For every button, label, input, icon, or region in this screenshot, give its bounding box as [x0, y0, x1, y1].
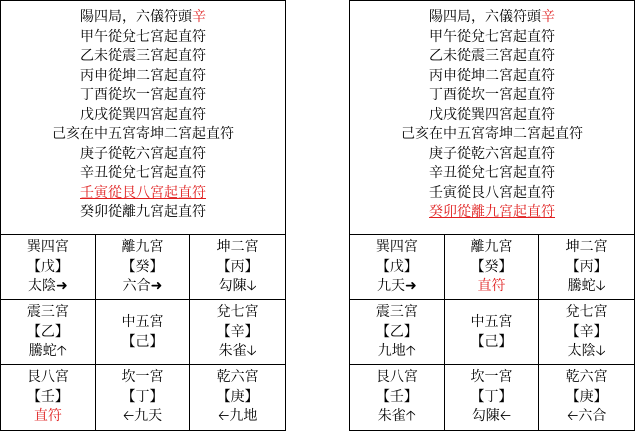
right-header-line: 己亥在中五宮寄坤二宮起直符 — [401, 126, 583, 142]
right-palace-cell — [539, 300, 634, 365]
heavenly-stem: 【乙】 — [375, 323, 418, 340]
right-palace-cell — [445, 300, 540, 365]
heavenly-stem: 【己】 — [470, 333, 513, 350]
right-header-line: 戊戌從巽四宮起直符 — [429, 106, 555, 123]
left-palace-cell — [190, 365, 285, 430]
left-header-line: 己亥在中五宮寄坤二宮起直符 — [52, 126, 234, 142]
heavenly-stem: 【戊】 — [26, 258, 69, 275]
palace-name: 坎一宮 — [121, 369, 164, 385]
right-chart-title — [350, 8, 634, 28]
left-header-line: 甲午從兌七宮起直符 — [80, 28, 206, 45]
palace-name: 坤二宮 — [565, 239, 608, 255]
palace-name: 艮八宮 — [375, 369, 418, 385]
left-header-line: 丁酉從坎一宮起直符 — [80, 87, 206, 103]
right-header-line: 辛丑從兌七宮起直符 — [429, 165, 555, 181]
right-title-highlight: 辛 — [541, 9, 555, 25]
deity-label: 勾陳🡣 — [218, 278, 257, 294]
right-header-line: 庚子從乾六宮起直符 — [429, 145, 555, 162]
right-palace-cell — [539, 365, 634, 430]
right-chart-panel — [349, 0, 635, 431]
palace-name: 坤二宮 — [216, 239, 259, 255]
deity-label: 朱雀🡡 — [377, 408, 416, 424]
deity-label: 太陰🡣 — [567, 343, 606, 359]
left-palace-cell — [96, 300, 191, 365]
deity-label-highlighted: 直符 — [477, 278, 506, 294]
left-palace-cell — [1, 300, 96, 365]
left-title-highlight: 辛 — [192, 9, 206, 25]
heavenly-stem: 【癸】 — [121, 258, 164, 275]
palace-name: 離九宮 — [121, 239, 164, 255]
palace-name: 乾六宮 — [216, 369, 259, 385]
left-header-line: 癸卯從離九宮起直符 — [80, 204, 206, 220]
right-palace-cell — [539, 235, 634, 300]
heavenly-stem: 【戊】 — [375, 258, 418, 275]
deity-label: 🡠九天 — [122, 408, 163, 424]
left-header-line: 戊戌從巽四宮起直符 — [80, 106, 206, 123]
deity-label: 九天➜ — [376, 278, 417, 294]
deity-label: 九地🡡 — [377, 343, 416, 359]
left-palace-grid — [1, 235, 285, 430]
deity-label: 六合➜ — [122, 278, 163, 294]
heavenly-stem: 【壬】 — [375, 388, 418, 405]
heavenly-stem: 【乙】 — [26, 323, 69, 340]
heavenly-stem: 【丙】 — [216, 258, 259, 275]
right-palace-cell — [350, 365, 445, 430]
right-header-line-highlighted: 癸卯從離九宮起直符 — [429, 204, 555, 220]
heavenly-stem: 【丁】 — [470, 388, 513, 405]
heavenly-stem: 【庚】 — [565, 388, 608, 405]
left-header-line: 庚子從乾六宮起直符 — [80, 145, 206, 162]
deity-label: 朱雀🡣 — [218, 343, 257, 359]
palace-name: 兌七宮 — [565, 304, 608, 320]
deity-label: 太陰➜ — [27, 278, 68, 294]
deity-label: 🡠九地 — [217, 408, 258, 424]
left-palace-cell — [96, 235, 191, 300]
left-palace-cell — [190, 235, 285, 300]
right-chart-header — [350, 1, 634, 235]
deity-label: 騰蛇🡣 — [567, 278, 606, 294]
palace-name: 中五宮 — [470, 314, 513, 330]
left-header-line: 辛丑從兌七宮起直符 — [80, 165, 206, 181]
right-header-line: 丙申從坤二宮起直符 — [429, 67, 555, 84]
right-palace-grid — [350, 235, 634, 430]
right-header-line: 乙未從震三宮起直符 — [429, 48, 555, 64]
heavenly-stem: 【庚】 — [216, 388, 259, 405]
left-palace-cell — [96, 365, 191, 430]
heavenly-stem: 【辛】 — [216, 323, 259, 340]
palace-name: 乾六宮 — [565, 369, 608, 385]
right-palace-cell — [350, 300, 445, 365]
right-header-line: 丁酉從坎一宮起直符 — [429, 87, 555, 103]
left-palace-cell — [190, 300, 285, 365]
left-header-line: 乙未從震三宮起直符 — [80, 48, 206, 64]
palace-name: 艮八宮 — [26, 369, 69, 385]
heavenly-stem: 【辛】 — [565, 323, 608, 340]
palace-name: 震三宮 — [26, 304, 69, 320]
palace-name: 兌七宮 — [216, 304, 259, 320]
right-title-prefix: 陽四局，六儀符頭 — [429, 9, 541, 25]
left-chart-header — [1, 1, 285, 235]
palace-name: 震三宮 — [375, 304, 418, 320]
heavenly-stem: 【己】 — [121, 333, 164, 350]
right-header-line: 壬寅從艮八宮起直符 — [429, 184, 555, 201]
palace-name: 中五宮 — [121, 314, 164, 330]
heavenly-stem: 【丙】 — [565, 258, 608, 275]
palace-name: 坎一宮 — [470, 369, 513, 385]
left-header-line: 丙申從坤二宮起直符 — [80, 67, 206, 84]
right-palace-cell — [350, 235, 445, 300]
right-header-line: 甲午從兌七宮起直符 — [429, 28, 555, 45]
left-palace-cell — [1, 235, 96, 300]
deity-label: 勾陳🡠 — [471, 408, 512, 424]
deity-label: 🡠六合 — [566, 408, 607, 424]
right-palace-cell — [445, 235, 540, 300]
heavenly-stem: 【丁】 — [121, 388, 164, 405]
heavenly-stem: 【壬】 — [26, 388, 69, 405]
left-chart-title — [1, 8, 285, 28]
deity-label-highlighted: 直符 — [33, 408, 62, 424]
deity-label: 騰蛇🡡 — [28, 343, 67, 359]
left-header-line-highlighted: 壬寅從艮八宮起直符 — [80, 184, 206, 201]
left-palace-cell — [1, 365, 96, 430]
heavenly-stem: 【癸】 — [470, 258, 513, 275]
right-palace-cell — [445, 365, 540, 430]
palace-name: 巽四宮 — [375, 239, 418, 255]
palace-name: 巽四宮 — [26, 239, 69, 255]
left-chart-panel — [0, 0, 286, 431]
left-title-prefix: 陽四局，六儀符頭 — [80, 9, 192, 25]
palace-name: 離九宮 — [470, 239, 513, 255]
